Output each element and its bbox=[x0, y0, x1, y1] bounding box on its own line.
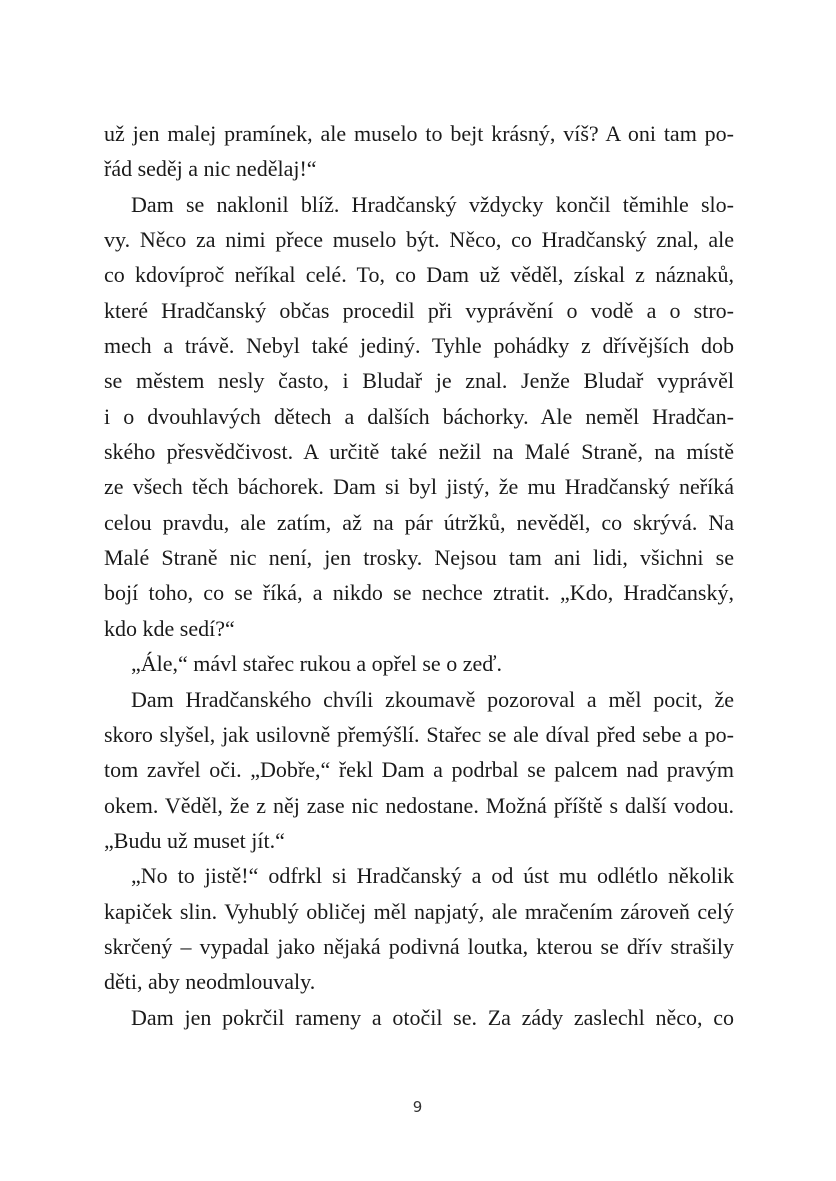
text-line: řád seděj a nic nedělaj!“ bbox=[104, 156, 317, 182]
text-line: které Hradčanský občas procedil při vyprávění o vodě a o stro- bbox=[104, 297, 734, 323]
text-line: celou pravdu, ale zatím, až na pár útržků, nevěděl, co skrývá. Na bbox=[104, 509, 734, 535]
text-line: kdo kde sedí?“ bbox=[104, 615, 235, 641]
text-line: ze všech těch báchorek. Dam si byl jistý, že mu Hradčanský neříká bbox=[104, 474, 734, 500]
text-line: „No to jistě!“ odfrkl si Hradčanský a od úst mu odlétlo několik bbox=[131, 863, 734, 889]
text-line: skoro slyšel, jak usilovně přemýšlí. Stařec se ale díval před sebe a po- bbox=[104, 721, 734, 747]
text-line: Dam jen pokrčil rameny a otočil se. Za zády zaslechl něco, co bbox=[131, 1004, 734, 1030]
text-line: vy. Něco za nimi přece muselo být. Něco, co Hradčanský znal, ale bbox=[104, 227, 734, 253]
page-body bbox=[104, 116, 734, 1035]
text-line: skrčený – vypadal jako nějaká podivná loutka, kterou se dřív strašily bbox=[104, 933, 734, 959]
text-line: „Ále,“ mávl stařec rukou a opřel se o zeď. bbox=[131, 651, 502, 677]
text-line: už jen malej pramínek, ale muselo to bejt krásný, víš? A oni tam po- bbox=[104, 121, 734, 146]
text-line: bojí toho, co se říká, a nikdo se nechce ztratit. „Kdo, Hradčanský, bbox=[104, 580, 734, 606]
text-line: i o dvouhlavých dětech a dalších báchorky. Ale neměl Hradčan- bbox=[104, 403, 734, 429]
text-line: Dam se naklonil blíž. Hradčanský vždycky končil těmihle slo- bbox=[131, 191, 734, 217]
text-line: co kdovíproč neříkal celé. To, co Dam už věděl, získal z náznaků, bbox=[104, 262, 734, 288]
page-number: 9 bbox=[412, 1098, 424, 1116]
text-line: tom zavřel oči. „Dobře,“ řekl Dam a podrbal se palcem nad pravým bbox=[104, 757, 734, 783]
text-line: děti, aby neodmlouvaly. bbox=[104, 969, 316, 995]
text-line: Dam Hradčanského chvíli zkoumavě pozoroval a měl pocit, že bbox=[131, 686, 734, 712]
text-line: „Budu už muset jít.“ bbox=[104, 827, 285, 853]
text-line: mech a trávě. Nebyl také jediný. Tyhle pohádky z dřívějších dob bbox=[104, 333, 734, 359]
text-line: kapiček slin. Vyhublý obličej měl napjatý, ale mračením zároveň celý bbox=[104, 898, 734, 924]
text-line: ského přesvědčivost. A určitě také nežil na Malé Straně, na místě bbox=[104, 439, 734, 465]
text-line: se městem nesly často, i Bludař je znal. Jenže Bludař vyprávěl bbox=[104, 368, 734, 394]
text-line: okem. Věděl, že z něj zase nic nedostane. Možná příště s další vodou. bbox=[104, 792, 734, 818]
text-line: Malé Straně nic není, jen trosky. Nejsou tam ani lidi, všichni se bbox=[104, 545, 734, 571]
